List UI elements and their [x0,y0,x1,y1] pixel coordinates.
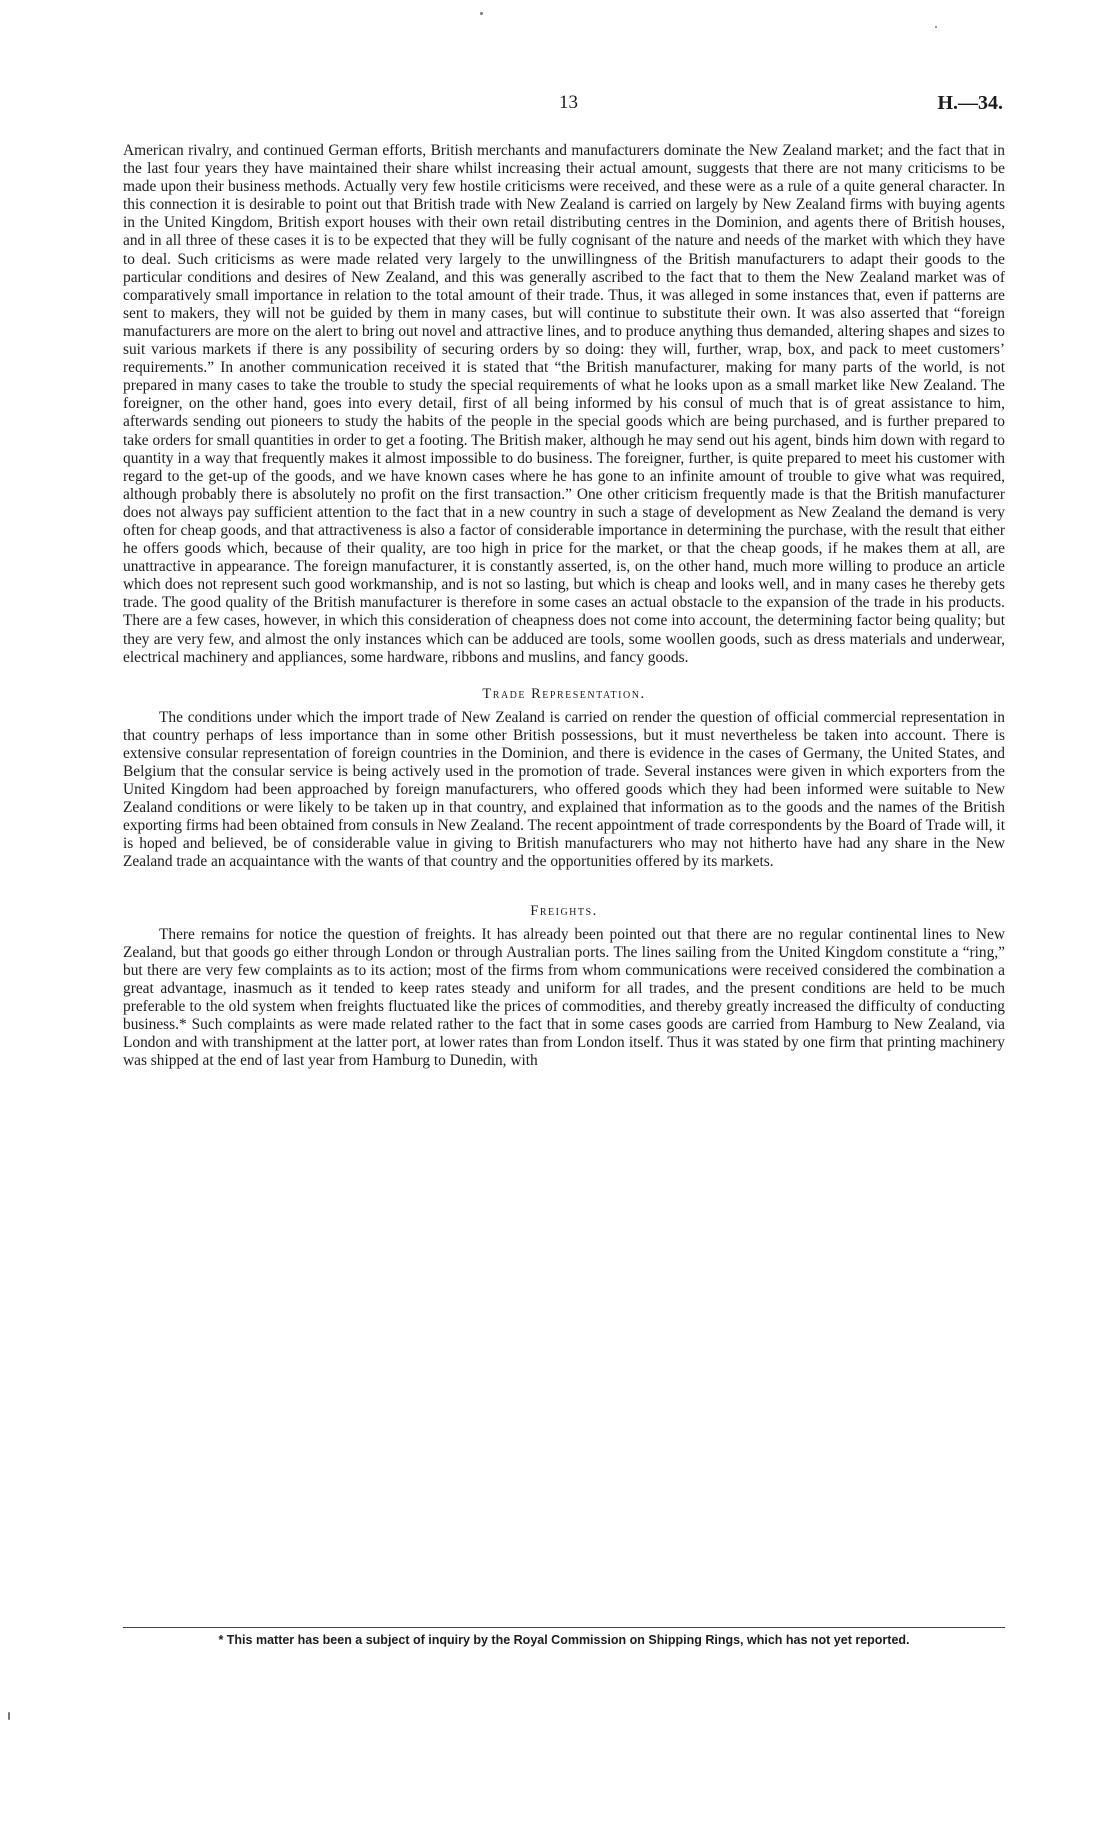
footnote: * This matter has been a subject of inquiry by the Royal Commission on Shipping Rings, which has not yet reported. [218,1633,910,1647]
intro-paragraph: American rivalry, and continued German efforts, British merchants and manufacturers dominate the New Zealand market; and the fact that in the last four years they have maintained their share whilst increasing their actual amount, suggests that there are not many criticisms to be made upon their business methods. Actually very few hostile criticisms were received, and these were as a rule of a quite general character. In this connection it is desirable to point out that British trade with New Zealand is carried on largely by New Zealand firms with buying agents in the United Kingdom, British export houses with their own retail distributing centres in the Dominion, and agents there of British houses, and in all three of these cases it is to be expected that they will be fully cognisant of the nature and needs of the market with which they have to deal. Such criticisms as were made related very largely to the unwillingness of the British manufacturers to adapt their goods to the particular conditions and desires of New Zealand, and this was generally ascribed to the fact that to them the New Zealand market was of comparatively small importance in relation to the total amount of their trade. Thus, it was alleged in some instances that, even if patterns are sent to makers, they will not be guided by them in many cases, but will continue to substitute their own. It was also asserted that “foreign manufacturers are more on the alert to bring out novel and attractive lines, and to produce anything thus demanded, altering shapes and sizes to suit various markets if there is any possibility of securing orders by so doing: they will, further, wrap, box, and pack to meet customers’ requirements.” In another communication received it is stated that “the British manufacturer, making for many parts of the world, is not prepared in many cases to take the trouble to study the special requirements of what he looks upon as a small market like New Zealand. The foreigner, on the other hand, goes into every detail, first of all being informed by his consul of much that is of great assistance to him, afterwards sending out pioneers to study the habits of the people in the special goods which are being purchased, and is further prepared to take orders for small quantities in order to get a footing. The British maker, although he may send out his agent, binds him down with regard to quantity in a way that frequently makes it almost impossible to do business. The foreigner, further, is quite prepared to meet his customer with regard to the get-up of the goods, and we have known cases where he has gone to an infinite amount of trouble to give what was required, although probably there is absolutely no profit on the first transaction.” One other criticism frequently made is that the British manufacturer does not always pay sufficient attention to the fact that in a new country in such a stage of development as New Zealand the demand is very often for cheap goods, and that attractiveness is also a factor of considerable importance in determining the purchase, with the result that either he offers goods which, because of their quality, are too high in price for the market, or that the cheap goods, if he makes them at all, are unattractive in appearance. The foreign manufacturer, it is constantly asserted, is, on the other hand, much more willing to produce an article which does not represent such good workmanship, and is not so lasting, but which is cheap and looks well, and in many cases he thereby gets trade. The good quality of the British manufacturer is therefore in some cases an actual obstacle to the expansion of the trade in his products. There are a few cases, however, in which this consideration of cheapness does not come into account, the determining factor being quality; but they are very few, and almost the only instances which can be adduced are tools, some woollen goods, such as dress materials and underwear, electrical machinery and appliances, some hardware, ribbons and muslins, and fancy goods. [123,142,1005,666]
trade-representation-heading: Trade Representation. [482,685,646,702]
page-number: 13 [559,92,578,113]
body-text [123,142,1005,1070]
scan-speck [8,1712,10,1720]
freights-heading: Freights. [530,902,598,919]
trade-representation-paragraph: The conditions under which the import trade of New Zealand is carried on render the question of official commercial representation in that country perhaps of less importance than in some other British possessions, but it must nevertheless be taken into account. There is extensive consular representation of foreign countries in the Dominion, and there is evidence in the cases of Germany, the United States, and Belgium that the consular service is being actively used in the promotion of trade. Several instances were given in which exporters from the United Kingdom had been approached by foreign manufacturers, who offered goods which they had been informed were suitable to New Zealand conditions or were likely to be taken up in that country, and explained that information as to the goods and the names of the British exporting firms had been obtained from consuls in New Zealand. The recent appointment of trade correspondents by the Board of Trade will, it is hoped and believed, be of considerable value in giving to British manufacturers who may not hitherto have had any share in the New Zealand trade an acquaintance with the wants of that country and the opportunities offered by its markets. [123,708,1005,871]
document-reference: H.—34. [937,92,1003,114]
footnote-divider [123,1627,1005,1628]
scan-speck [935,26,937,28]
page-header [123,92,1003,122]
freights-paragraph: There remains for notice the question of freights. It has already been pointed out that there are no regular continental lines to New Zealand, but that goods go either through London or through Australian ports. The lines sailing from the United Kingdom constitute a “ring,” but there are very few complaints as to its action; most of the firms from whom communications were received considered the combination a great advantage, inasmuch as it tended to keep rates steady and uniform for all trades, and the present conditions are held to be much preferable to the old system when freights fluctuated like the prices of commodities, and thereby greatly increased the difficulty of conducting business.* Such complaints as were made related rather to the fact that in some cases goods are carried from Hamburg to New Zealand, via London and with transhipment at the latter port, at lower rates than from London itself. Thus it was stated by one firm that printing machinery was shipped at the end of last year from Hamburg to Dunedin, with [123,925,1005,1070]
scan-speck [480,12,483,15]
